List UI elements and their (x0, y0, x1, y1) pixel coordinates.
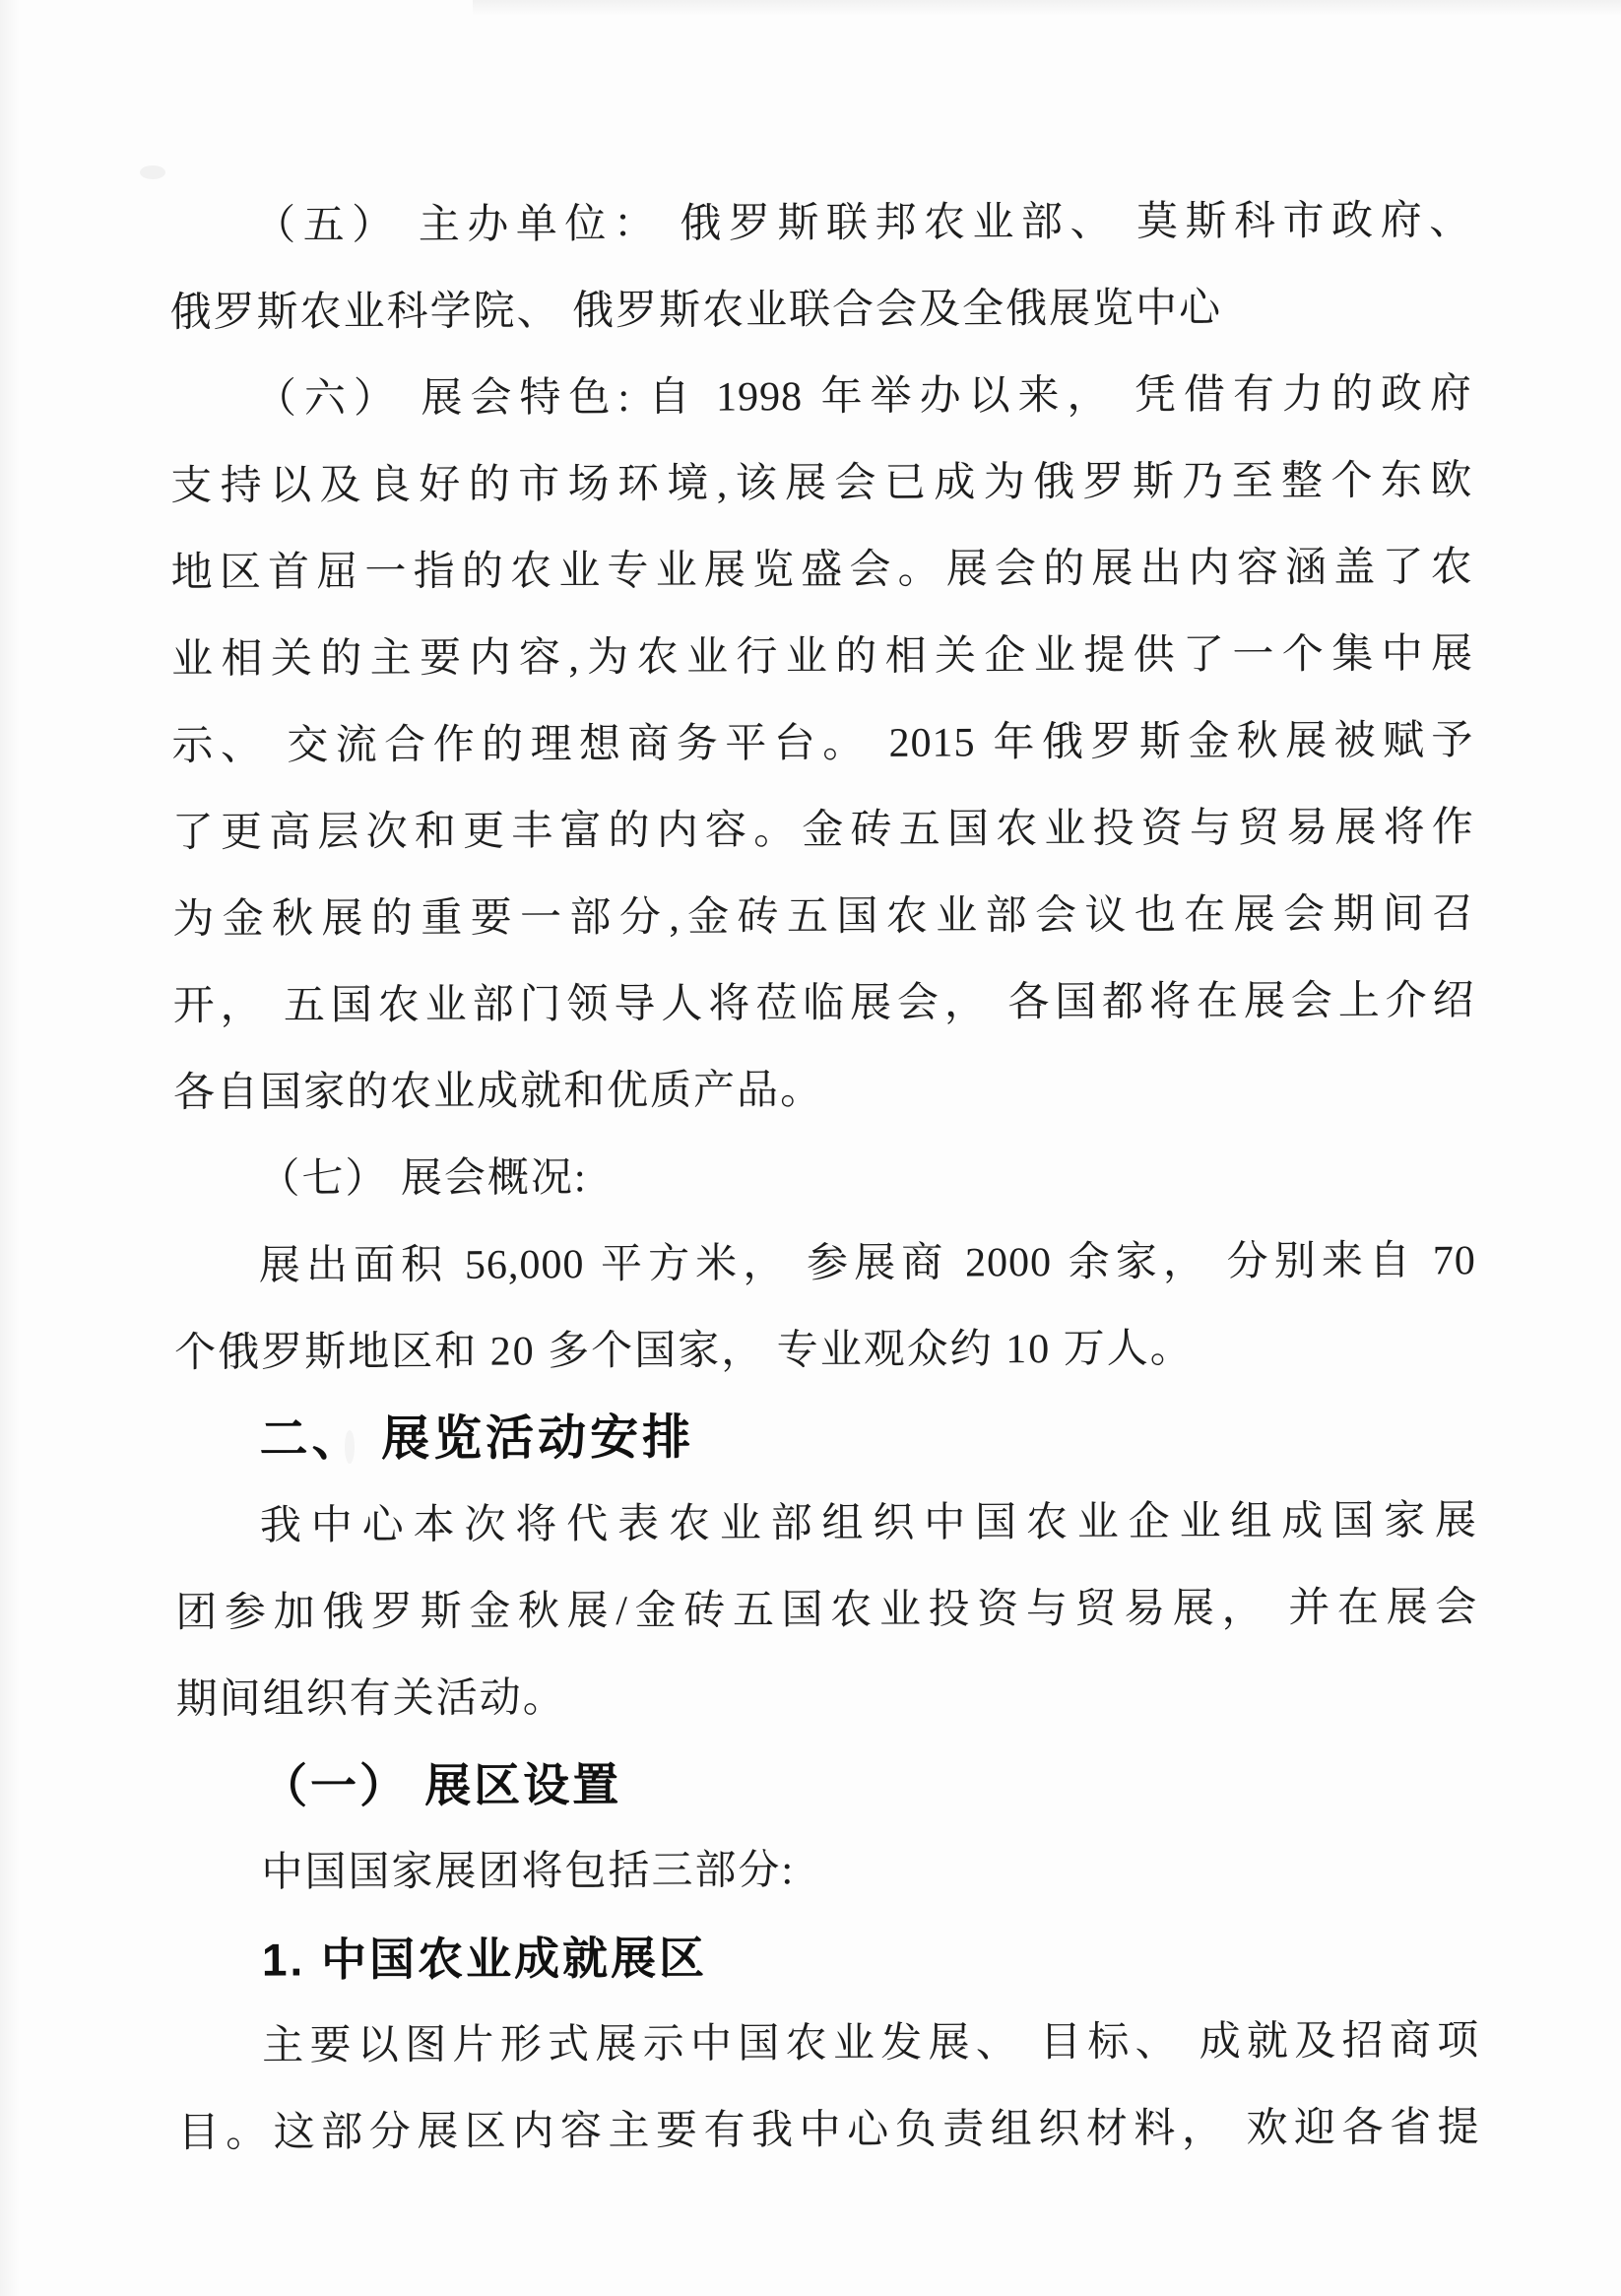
document-line: 俄罗斯农业科学院、 俄罗斯农业联合会及全俄展览中心 (169, 286, 1223, 336)
document-line: 业相关的主要内容,为农业行业的相关企业提供了一个集中展 (171, 631, 1474, 683)
document-line: 为金秋展的重要一部分,金砖五国农业部会议也在展会期间召 (172, 891, 1475, 943)
document-line: 展出面积 56,000 平方米， 参展商 2000 余家， 分别来自 70 (258, 1238, 1476, 1289)
document-line: （六） 展会特色: 自 1998 年举办以来， 凭借有力的政府 (254, 371, 1473, 423)
document-line: 我中心本次将代表农业部组织中国农业企业组成国家展 (259, 1498, 1478, 1549)
document-line: 了更高层次和更丰富的内容。金砖五国农业投资与贸易展将作 (171, 805, 1474, 856)
document-body (169, 177, 1480, 2177)
document-line: 地区首屈一指的农业专业展览盛会。展会的展出内容涵盖了农 (170, 545, 1473, 596)
document-line: 期间组织有关活动。 (175, 1675, 566, 1723)
document-line: （七） 展会概况: (258, 1155, 588, 1203)
document-line: 中国国家展团将包括三部分: (261, 1848, 796, 1896)
scan-artifact-top-edge (473, 0, 1621, 16)
document-line: （一） 展区设置 (260, 1758, 622, 1812)
document-line: 团参加俄罗斯金秋展/金砖五国农业投资与贸易展， 并在展会 (175, 1585, 1478, 1636)
document-line: 主要以图片形式展示中国农业发展、 目标、 成就及招商项 (262, 2018, 1480, 2069)
document-line: 个俄罗斯地区和 20 多个国家， 专业观众约 10 万人。 (174, 1326, 1194, 1376)
document-line: 开， 五国农业部门领导人将莅临展会， 各国都将在展会上介绍 (172, 978, 1475, 1029)
document-line: 二、 展览活动安排 (259, 1410, 695, 1467)
document-line: （五） 主办单位： 俄罗斯联邦农业部、 莫斯科市政府、 (254, 198, 1472, 249)
scan-artifact-left-edge (0, 0, 20, 2296)
document-line: 各自国家的农业成就和优质产品。 (172, 1068, 824, 1116)
document-line: 目。这部分展区内容主要有我中心负责组织材料， 欢迎各省提 (177, 2105, 1480, 2156)
document-line: 示、 交流合作的理想商务平台。 2015 年俄罗斯金秋展被赋予 (171, 718, 1474, 769)
scan-artifact-smudge (140, 165, 165, 179)
document-line: 1. 中国农业成就展区 (261, 1932, 708, 1986)
document-line: 支持以及良好的市场环境,该展会已成为俄罗斯乃至整个东欧 (170, 458, 1473, 509)
